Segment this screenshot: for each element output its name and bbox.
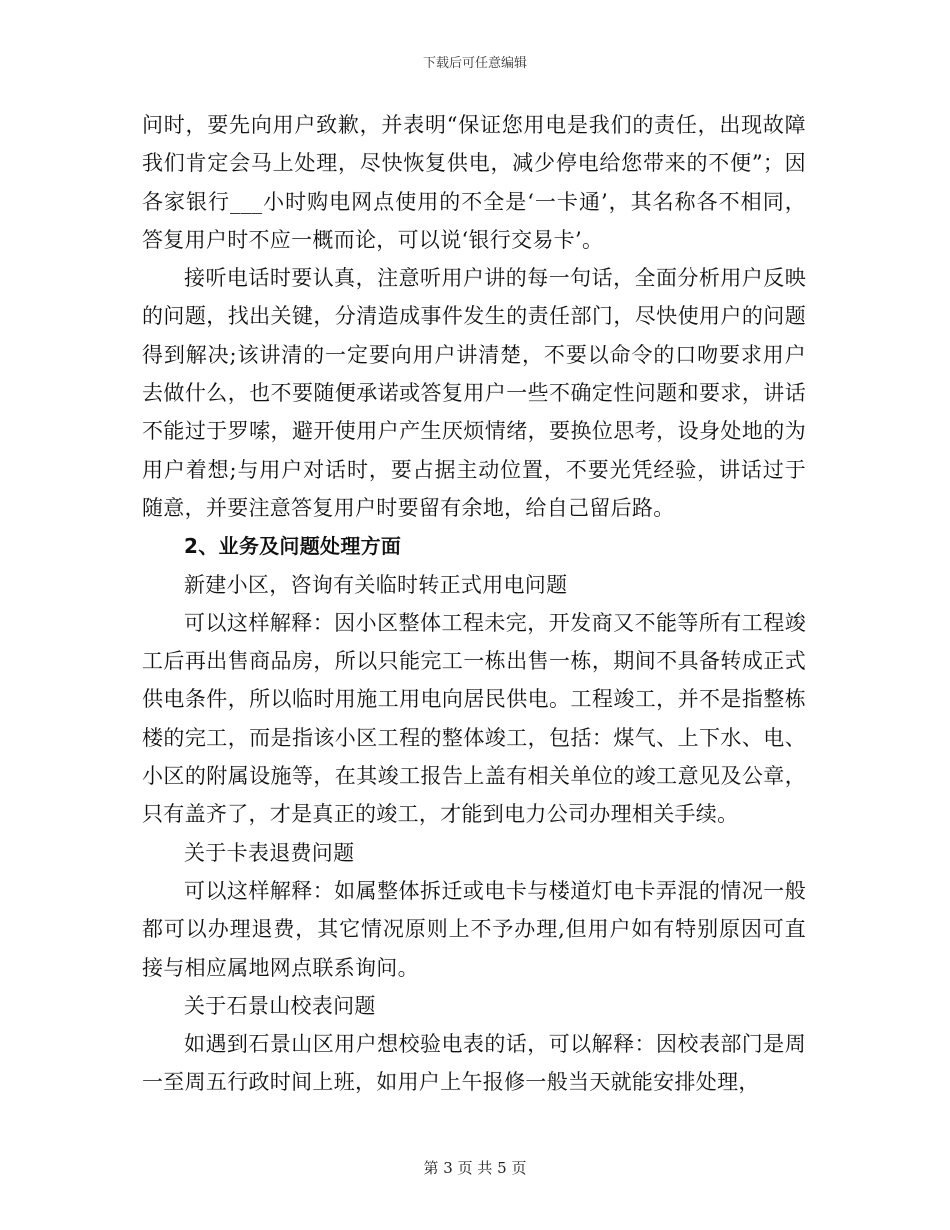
question-title-card-meter-refund: 关于卡表退费问题 bbox=[184, 840, 355, 865]
answer-new-community: 可以这样解释：因小区整体工程未完，开发商又不能等所有工程竣工后再出售商品房，所以只能完工一栋出售一栋，期间不具备转成正式供电条件，所以临时用施工用电向居民供电。工程竣工，并不是指整栋楼的完工，而是指该小区工程的整体竣工，包括：煤气、上下水、电、小区的附属设施等，在其竣工报告上盖有相关单位的竣工意见及公章，只有盖齐了，才是真正的竣工，才能到电力公司办理相关手续。 bbox=[142, 610, 806, 827]
question-title-meter-calibration: 关于石景山校表问题 bbox=[184, 993, 376, 1018]
document-body bbox=[142, 106, 806, 1102]
paragraph-phone-etiquette: 接听电话时要认真，注意听用户讲的每一句话，全面分析用户反映的问题，找出关键，分清造成事件发生的责任部门，尽快使用户的问题得到解决;该讲清的一定要向用户讲清楚，不要以命令的口吻要求用户去做什么，也不要随便承诺或答复用户一些不确定性问题和要求，讲话不能过于罗嗦，避开使用户产生厌烦情绪，要换位思考，设身处地的为用户着想;与用户对话时，要占据主动位置，不要光凭经验，讲话过于随意，并要注意答复用户时要留有余地，给自己留后路。 bbox=[142, 266, 806, 520]
paragraph-continuation: 问时，要先向用户致歉，并表明“保证您用电是我们的责任，出现故障我们肯定会马上处理，尽快恢复供电，减少停电给您带来的不便”；因各家银行___小时购电网点使用的不全是‘一卡通’，其名称各不相同，答复用户时不应一概而论，可以说‘银行交易卡’。 bbox=[142, 113, 806, 252]
page-number: 第 3 页 共 5 页 bbox=[423, 1159, 527, 1177]
answer-meter-calibration: 如遇到石景山区用户想校验电表的话，可以解释：因校表部门是周一至周五行政时间上班，如用户上午报修一般当天就能安排处理， bbox=[142, 1032, 806, 1095]
header-note: 下载后可任意编辑 bbox=[422, 56, 527, 71]
question-title-new-community: 新建小区，咨询有关临时转正式用电问题 bbox=[184, 572, 568, 597]
answer-card-meter-refund: 可以这样解释：如属整体拆迁或电卡与楼道灯电卡弄混的情况一般都可以办理退费，其它情况原则上不予办理,但用户如有特别原因可直接与相应属地网点联系询问。 bbox=[142, 878, 806, 980]
section-heading: 2、业务及问题处理方面 bbox=[184, 534, 402, 559]
